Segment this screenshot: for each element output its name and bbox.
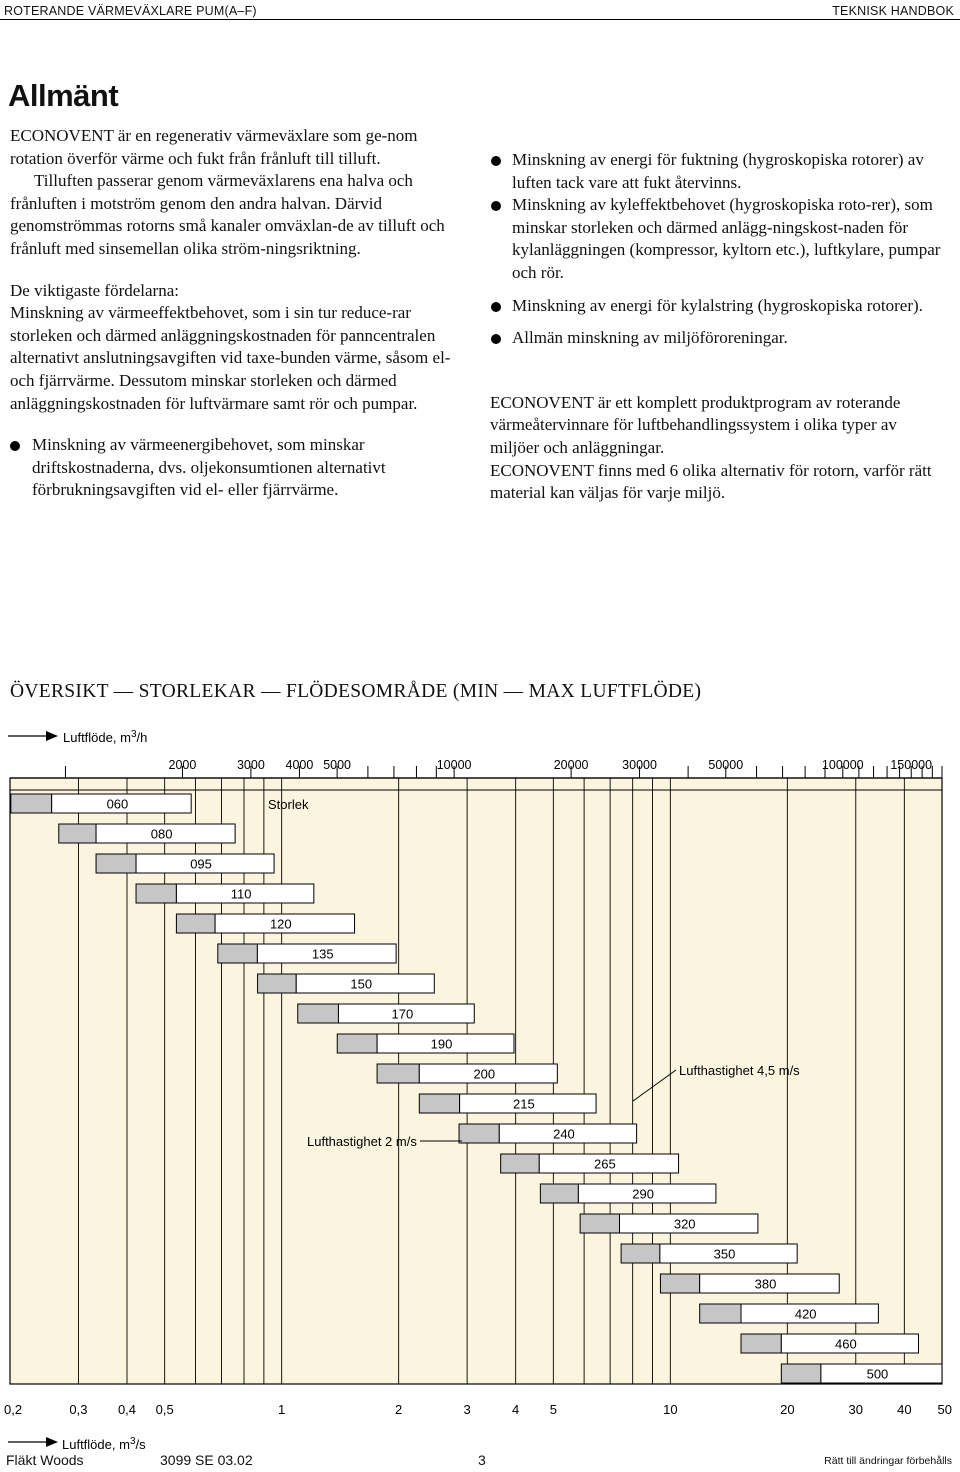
bottom-tick-label: 4 <box>512 1402 520 1417</box>
size-label: 190 <box>430 1036 453 1052</box>
advantages-paragraph: Minskning av värmeeffektbehovet, som i sin tur reduce-rar storleken och därmed anläggningskostnaden för panncentralen alternativt anslutningsavgiften vid taxe-bunden värme, såsom el- och fjärrvärme. Dessutom minskar storleken och därmed anläggningskostnaden för luftvärmare samt rör och pumpar. <box>10 303 451 413</box>
bottom-axis-arrow-icon <box>46 1437 58 1447</box>
size-bar-low-500 <box>781 1364 821 1383</box>
size-label: 200 <box>473 1066 496 1082</box>
top-tick-label: 100000 <box>821 758 864 772</box>
left-column <box>10 125 460 502</box>
rotor-paragraph: ECONOVENT finns med 6 olika alternativ för rotorn, varför rätt material kan väljas för varje miljö. <box>490 460 932 503</box>
top-tick-label: 4000 <box>285 758 314 772</box>
bullet-text: Minskning av energi för fuktning (hygroskopiska rotorer) av luften tack vare att fukt återvinns. <box>512 150 924 192</box>
bullet-icon <box>491 201 501 211</box>
bottom-tick-label: 50 <box>937 1402 952 1417</box>
size-bar-low-190 <box>337 1034 377 1053</box>
top-tick-label: 10000 <box>436 758 472 772</box>
size-label: 380 <box>754 1276 777 1292</box>
size-label: 240 <box>553 1126 575 1142</box>
bottom-tick-label: 2 <box>395 1402 403 1417</box>
bullet-text: Minskning av kyleffektbehovet (hygroskopiska roto-rer), som minskar storleken och därmed anlägg-ningskost-naden för kylanläggningen (kompressor, kyltorn etc.), luftkylare, pumpar och rör. <box>512 195 941 282</box>
bullet-text: Minskning av energi för kylalstring (hygroskopiska rotorer). <box>512 295 923 315</box>
bullet-icon <box>10 441 20 451</box>
size-label: 320 <box>673 1216 696 1232</box>
size-bar-low-380 <box>660 1274 699 1293</box>
size-bar-low-150 <box>258 974 297 993</box>
bottom-tick-label: 0,4 <box>117 1402 137 1417</box>
bullet-icon <box>491 156 501 166</box>
bottom-tick-label: 40 <box>897 1402 912 1417</box>
size-label: 290 <box>632 1186 655 1202</box>
size-bar-low-170 <box>298 1004 339 1023</box>
size-label: 170 <box>391 1006 414 1022</box>
size-bar-low-135 <box>218 944 258 963</box>
header-handbook: TEKNISK HANDBOK <box>832 4 954 18</box>
size-label: 135 <box>311 946 334 962</box>
page-title: Allmänt <box>8 78 119 113</box>
top-tick-label: 2000 <box>168 758 197 772</box>
annotation-max-speed: Lufthastighet 4,5 m/s <box>679 1063 800 1078</box>
bottom-tick-label: 20 <box>780 1402 795 1417</box>
right-column <box>490 149 950 505</box>
page-number: 3 <box>478 1452 486 1468</box>
section-title: ÖVERSIKT — STORLEKAR — FLÖDESOMRÅDE (MIN — MAX LUFTFLÖDE) <box>10 681 702 702</box>
right-bullet-2 <box>490 194 950 284</box>
size-bar-low-095 <box>96 854 136 873</box>
bottom-tick-label: 10 <box>663 1402 678 1417</box>
header-doc-title: ROTERANDE VÄRMEVÄXLARE PUM(A–F) <box>4 4 257 18</box>
size-label: 095 <box>190 856 212 872</box>
size-label: 110 <box>230 886 252 902</box>
bullet-text: Allmän minskning av miljöföroreningar. <box>512 328 788 348</box>
top-tick-label: 3000 <box>236 758 265 772</box>
size-bar-low-120 <box>176 914 215 933</box>
top-axis-label: Luftflöde, $m^3/h$ <box>63 729 148 745</box>
size-label: 350 <box>713 1246 736 1262</box>
size-label: 420 <box>794 1306 817 1322</box>
size-legend-label: Storlek <box>268 797 309 812</box>
size-bar-low-460 <box>741 1334 781 1353</box>
footer-rights: Rätt till ändringar förbehålls <box>824 1455 952 1467</box>
top-tick-label: 50000 <box>708 758 744 772</box>
size-bar-low-290 <box>540 1184 578 1203</box>
size-bar-low-060 <box>11 794 52 813</box>
right-bullet-3 <box>490 295 950 318</box>
size-overview-chart <box>0 720 960 1460</box>
advantages-heading: De viktigaste fördelarna: <box>10 280 179 300</box>
size-bar-low-240 <box>459 1124 499 1143</box>
intro-paragraph: ECONOVENT är en regenerativ värmeväxlare som ge-nom rotation överför värme och fukt från frånluft till tilluft. <box>10 126 418 168</box>
bottom-tick-label: 1 <box>278 1402 286 1417</box>
bottom-tick-label: 3 <box>463 1402 471 1417</box>
size-bar-low-265 <box>501 1154 540 1173</box>
right-bullet-1 <box>490 149 950 194</box>
size-bar-low-080 <box>59 824 96 843</box>
bullet-icon <box>491 302 501 312</box>
size-label: 080 <box>150 826 173 842</box>
header-rule <box>0 19 960 20</box>
top-tick-label: 5000 <box>323 758 352 772</box>
size-label: 120 <box>269 916 292 932</box>
size-label: 460 <box>835 1336 857 1352</box>
footer-code: 3099 SE 03.02 <box>160 1452 253 1468</box>
airflow-paragraph: Tilluften passerar genom värmeväxlarens ena halva och frånluften i motström genom den andra halvan. Därvid genomströmmas rotorns små kanaler omväxlan-de av tilluft och frånluft med sinsemellan olika ström-ningsriktning. <box>10 171 445 258</box>
size-bar-low-200 <box>377 1064 419 1083</box>
size-label: 060 <box>106 796 129 812</box>
size-label: 265 <box>594 1156 616 1172</box>
bottom-tick-label: 5 <box>549 1402 557 1417</box>
bullet-icon <box>491 334 501 344</box>
size-label: 500 <box>866 1366 889 1382</box>
right-bullet-4 <box>490 327 950 350</box>
product-paragraph: ECONOVENT är ett komplett produktprogram av roterande värmeåtervinnare för luftbehandlingssystem i olika typer av miljöer och anläggningar. <box>490 392 901 457</box>
left-bullet <box>10 434 460 502</box>
bottom-tick-label: 0,5 <box>155 1402 174 1417</box>
top-tick-label: 20000 <box>553 758 589 772</box>
footer-company: Fläkt Woods <box>6 1452 84 1468</box>
size-bar-low-350 <box>621 1244 660 1263</box>
annotation-min-speed: Lufthastighet 2 m/s <box>307 1134 417 1149</box>
top-axis-arrow-icon <box>46 731 58 741</box>
bullet-text: Minskning av värmeenergibehovet, som minskar driftskostnaderna, dvs. oljekonsumtionen alternativt förbrukningsavgiften vid el- eller fjärrvärme. <box>32 435 386 500</box>
top-tick-label: 150000 <box>890 758 933 772</box>
size-bar-low-420 <box>700 1304 741 1323</box>
bottom-tick-label: 30 <box>848 1402 864 1417</box>
size-label: 150 <box>350 976 373 992</box>
top-tick-label: 30000 <box>622 758 657 772</box>
bottom-tick-label: 0,3 <box>69 1402 88 1417</box>
size-label: 215 <box>512 1096 535 1112</box>
size-bar-low-110 <box>136 884 176 903</box>
bottom-axis-label: Luftflöde, $m^3/s$ <box>62 1436 146 1452</box>
size-bar-low-320 <box>580 1214 619 1233</box>
size-bar-low-215 <box>419 1094 459 1113</box>
bottom-tick-label: 0,2 <box>4 1402 23 1417</box>
